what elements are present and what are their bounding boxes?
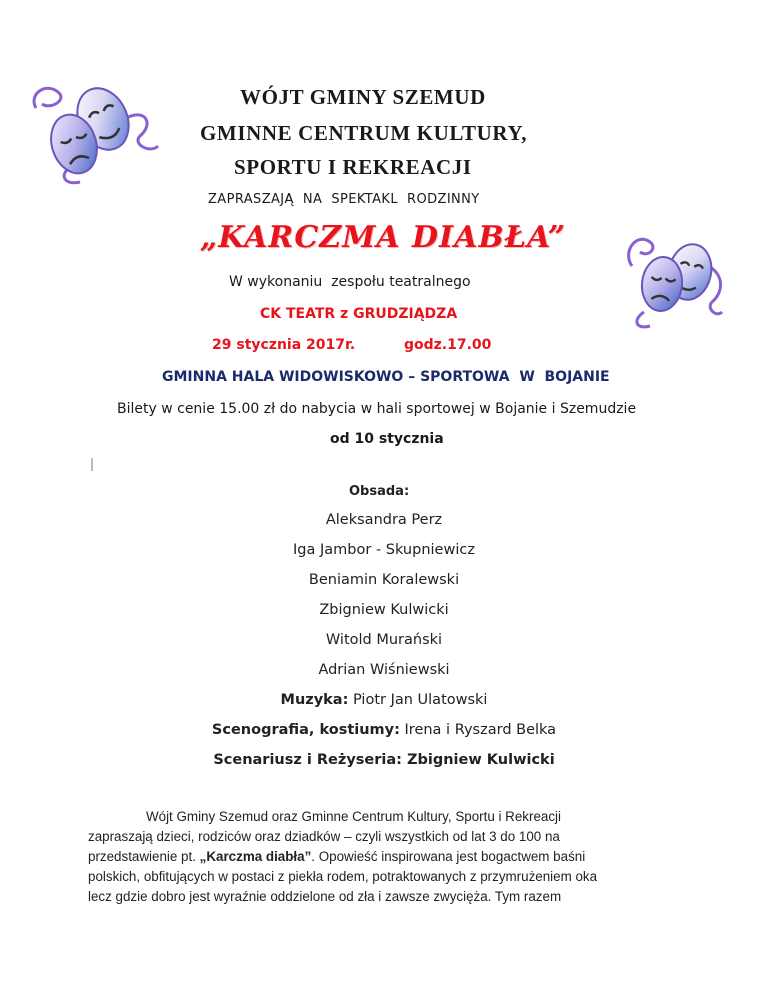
play-title: „KARCZMA DIABŁA” bbox=[200, 220, 566, 255]
header-line-3: SPORTU I REKREACJI bbox=[234, 155, 472, 179]
cast-member: Iga Jambor - Skupniewicz bbox=[293, 542, 475, 558]
description-line-1: Wójt Gminy Szemud oraz Gminne Centrum Kultury, Sportu i Rekreacji bbox=[146, 809, 561, 824]
venue: GMINNA HALA WIDOWISKOWO – SPORTOWA W BOJANIE bbox=[162, 369, 610, 385]
music-label: Muzyka: bbox=[280, 692, 349, 708]
ticket-info: Bilety w cenie 15.00 zł do nabycia w hali sportowej w Bojanie i Szemudzie bbox=[117, 401, 637, 417]
music-value: Piotr Jan Ulatowski bbox=[348, 692, 488, 708]
header-line-1: WÓJT GMINY SZEMUD bbox=[240, 85, 486, 109]
cast-heading: Obsada: bbox=[349, 484, 410, 499]
theatre-masks-icon bbox=[618, 226, 728, 334]
cast-member: Beniamin Koralewski bbox=[308, 572, 460, 588]
troupe-name: CK TEATR z GRUDZIĄDZA bbox=[260, 306, 458, 322]
cast-member: Zbigniew Kulwicki bbox=[319, 602, 449, 618]
scenography-label: Scenografia, kostiumy: bbox=[211, 722, 400, 738]
ticket-start-date: od 10 stycznia bbox=[330, 431, 444, 447]
header-line-2: GMINNE CENTRUM KULTURY, bbox=[200, 121, 528, 145]
event-date: 29 stycznia 2017r. bbox=[212, 337, 356, 353]
event-time: godz.17.00 bbox=[404, 337, 492, 353]
cast-member: Aleksandra Perz bbox=[325, 512, 443, 528]
play-title-inline: „Karczma diabła” bbox=[199, 849, 312, 864]
description-line-3-start: przedstawienie pt. bbox=[88, 849, 200, 864]
music-credit bbox=[0, 692, 768, 708]
theatre-masks-icon bbox=[28, 74, 168, 192]
text-cursor bbox=[91, 458, 93, 471]
invite-line: ZAPRASZAJĄ NA SPEKTAKL RODZINNY bbox=[208, 192, 480, 207]
description-line-2: zapraszają dzieci, rodziców oraz dziadków – czyli wszystkich od lat 3 do 100 na bbox=[88, 829, 560, 844]
description-line-4: polskich, obfitujących w postaci z piekła rodem, potraktowanych z przymrużeniem oka bbox=[88, 869, 598, 884]
description-line-3-end: . Opowieść inspirowana jest bogactwem baśni bbox=[311, 849, 586, 864]
scenography-value: Irena i Ryszard Belka bbox=[399, 722, 557, 738]
scenography-credit bbox=[0, 722, 768, 738]
description-line-3 bbox=[88, 847, 688, 867]
cast-member: Witold Murański bbox=[325, 632, 443, 648]
description-line-5: lecz gdzie dobro jest wyraźnie oddzielone od zła i zawsze zwycięża. Tym razem bbox=[88, 889, 562, 904]
performed-by: W wykonaniu zespołu teatralnego bbox=[229, 274, 471, 290]
cast-member: Adrian Wiśniewski bbox=[318, 662, 450, 678]
direction-credit: Scenariusz i Reżyseria: Zbigniew Kulwicki bbox=[213, 752, 555, 768]
